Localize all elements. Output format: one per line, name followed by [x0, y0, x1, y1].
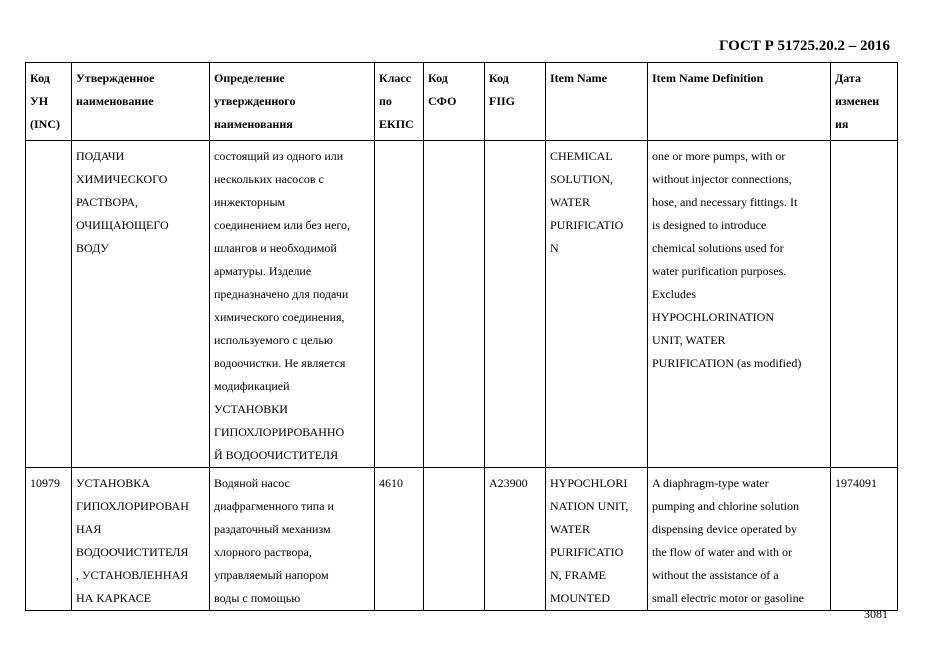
- cell-line: without injector connections,: [652, 172, 792, 186]
- header-line: ия: [835, 117, 849, 131]
- cell-line: химического соединения,: [214, 310, 345, 324]
- header-line: УН: [30, 94, 49, 108]
- cell-line: арматуры. Изделие: [214, 264, 312, 278]
- column-header: [485, 63, 546, 141]
- cell-line: воды с помощью: [214, 591, 301, 605]
- cell-line: шлангов и необходимой: [214, 241, 337, 255]
- cell-line: ВОДУ: [76, 241, 109, 255]
- header-line: наименования: [214, 117, 293, 131]
- column-header: [26, 63, 72, 141]
- cell-line: 4610: [379, 476, 403, 490]
- cell-line: WATER: [550, 522, 590, 536]
- header-line: (INC): [30, 117, 60, 131]
- page-number: 3081: [864, 607, 888, 621]
- cell-line: инжекторным: [214, 195, 286, 209]
- cell-line: MOUNTED: [550, 591, 610, 605]
- column-header: [546, 63, 648, 141]
- table-cell: [26, 141, 72, 468]
- table-row: [26, 468, 898, 611]
- header-line: по: [379, 94, 392, 108]
- cell-line: dispensing device operated by: [652, 522, 797, 536]
- cell-line: предназначено для подачи: [214, 287, 349, 301]
- cell-line: Excludes: [652, 287, 696, 301]
- table-cell: [831, 468, 898, 611]
- header-line: FIIG: [489, 94, 516, 108]
- cell-line: N: [550, 241, 559, 255]
- header-line: изменен: [835, 94, 880, 108]
- table-cell: [546, 141, 648, 468]
- cell-line: соединением или без него,: [214, 218, 351, 232]
- table-cell: [485, 468, 546, 611]
- header-line: наименование: [76, 94, 154, 108]
- cell-line: РАСТВОРА,: [76, 195, 139, 209]
- cell-line: PURIFICATION (as modified): [652, 356, 802, 370]
- cell-line: A23900: [489, 476, 528, 490]
- cell-line: UNIT, WATER: [652, 333, 726, 347]
- table-cell: [831, 141, 898, 468]
- cell-line: УСТАНОВКА: [76, 476, 150, 490]
- cell-line: диафрагменного типа и: [214, 499, 334, 513]
- cell-line: , УСТАНОВЛЕННАЯ: [76, 568, 189, 582]
- cell-line: ГИПОХЛОРИРОВАННО: [214, 425, 345, 439]
- cell-line: WATER: [550, 195, 590, 209]
- column-header: [648, 63, 831, 141]
- table-cell: [72, 468, 210, 611]
- cell-line: ГИПОХЛОРИРОВАН: [76, 499, 189, 513]
- cell-line: нескольких насосов с: [214, 172, 324, 186]
- cell-line: ПОДАЧИ: [76, 149, 125, 163]
- table-cell: [546, 468, 648, 611]
- header-line: Определение: [214, 71, 285, 85]
- table-cell: [648, 141, 831, 468]
- header-line: Код: [489, 71, 509, 85]
- cell-line: модификацией: [214, 379, 290, 393]
- column-header: [375, 63, 424, 141]
- cell-line: PURIFICATIO: [550, 218, 624, 232]
- table-cell: [375, 141, 424, 468]
- cell-line: НА КАРКАСЕ: [76, 591, 152, 605]
- cell-line: Й ВОДООЧИСТИТЕЛЯ: [214, 448, 339, 462]
- cell-line: 1974091: [835, 476, 877, 490]
- table-cell: [26, 468, 72, 611]
- cell-line: раздаточный механизм: [214, 522, 331, 536]
- header-line: Дата: [835, 71, 861, 85]
- data-table: [25, 62, 898, 611]
- cell-line: хлорного раствора,: [214, 545, 312, 559]
- cell-line: pumping and chlorine solution: [652, 499, 799, 513]
- cell-line: ВОДООЧИСТИТЕЛЯ: [76, 545, 189, 559]
- cell-line: состоящий из одного или: [214, 149, 344, 163]
- header-line: ЕКПС: [379, 117, 414, 131]
- table-cell: [424, 141, 485, 468]
- cell-line: ОЧИЩАЮЩЕГО: [76, 218, 169, 232]
- table-cell: [375, 468, 424, 611]
- header-line: Класс: [379, 71, 412, 85]
- header-line: Код: [428, 71, 448, 85]
- cell-line: hose, and necessary fittings. It: [652, 195, 798, 209]
- cell-line: HYPOCHLORINATION: [652, 310, 774, 324]
- cell-line: управляемый напором: [214, 568, 329, 582]
- cell-line: ХИМИЧЕСКОГО: [76, 172, 168, 186]
- cell-line: НАЯ: [76, 522, 102, 536]
- header-line: Код: [30, 71, 50, 85]
- header-line: СФО: [428, 94, 457, 108]
- cell-line: N, FRAME: [550, 568, 607, 582]
- cell-line: A diaphragm-type water: [652, 476, 769, 490]
- cell-line: УСТАНОВКИ: [214, 402, 288, 416]
- cell-line: Водяной насос: [214, 476, 290, 490]
- column-header: [210, 63, 375, 141]
- cell-line: HYPOCHLORI: [550, 476, 628, 490]
- cell-line: водоочистки. Не является: [214, 356, 346, 370]
- cell-line: PURIFICATIO: [550, 545, 624, 559]
- cell-line: water purification purposes.: [652, 264, 787, 278]
- cell-line: chemical solutions used for: [652, 241, 784, 255]
- header-line: Item Name: [550, 71, 607, 85]
- table-cell: [72, 141, 210, 468]
- cell-line: SOLUTION,: [550, 172, 613, 186]
- table-header-row: [26, 63, 898, 141]
- table-cell: [210, 141, 375, 468]
- column-header: [72, 63, 210, 141]
- cell-line: NATION UNIT,: [550, 499, 629, 513]
- header-line: утвержденного: [214, 94, 296, 108]
- cell-line: one or more pumps, with or: [652, 149, 786, 163]
- header-line: Item Name Definition: [652, 71, 764, 85]
- column-header: [831, 63, 898, 141]
- cell-line: the flow of water and with or: [652, 545, 792, 559]
- table-cell: [485, 141, 546, 468]
- header-line: Утвержденное: [76, 71, 155, 85]
- document-title: ГОСТ Р 51725.20.2 – 2016: [718, 38, 890, 54]
- cell-line: используемого с целью: [214, 333, 333, 347]
- table-cell: [210, 468, 375, 611]
- table-cell: [648, 468, 831, 611]
- cell-line: without the assistance of a: [652, 568, 779, 582]
- cell-line: is designed to introduce: [652, 218, 767, 232]
- column-header: [424, 63, 485, 141]
- cell-line: CHEMICAL: [550, 149, 613, 163]
- table-cell: [424, 468, 485, 611]
- cell-line: small electric motor or gasoline: [652, 591, 804, 605]
- cell-line: 10979: [30, 476, 60, 490]
- table-row: [26, 141, 898, 468]
